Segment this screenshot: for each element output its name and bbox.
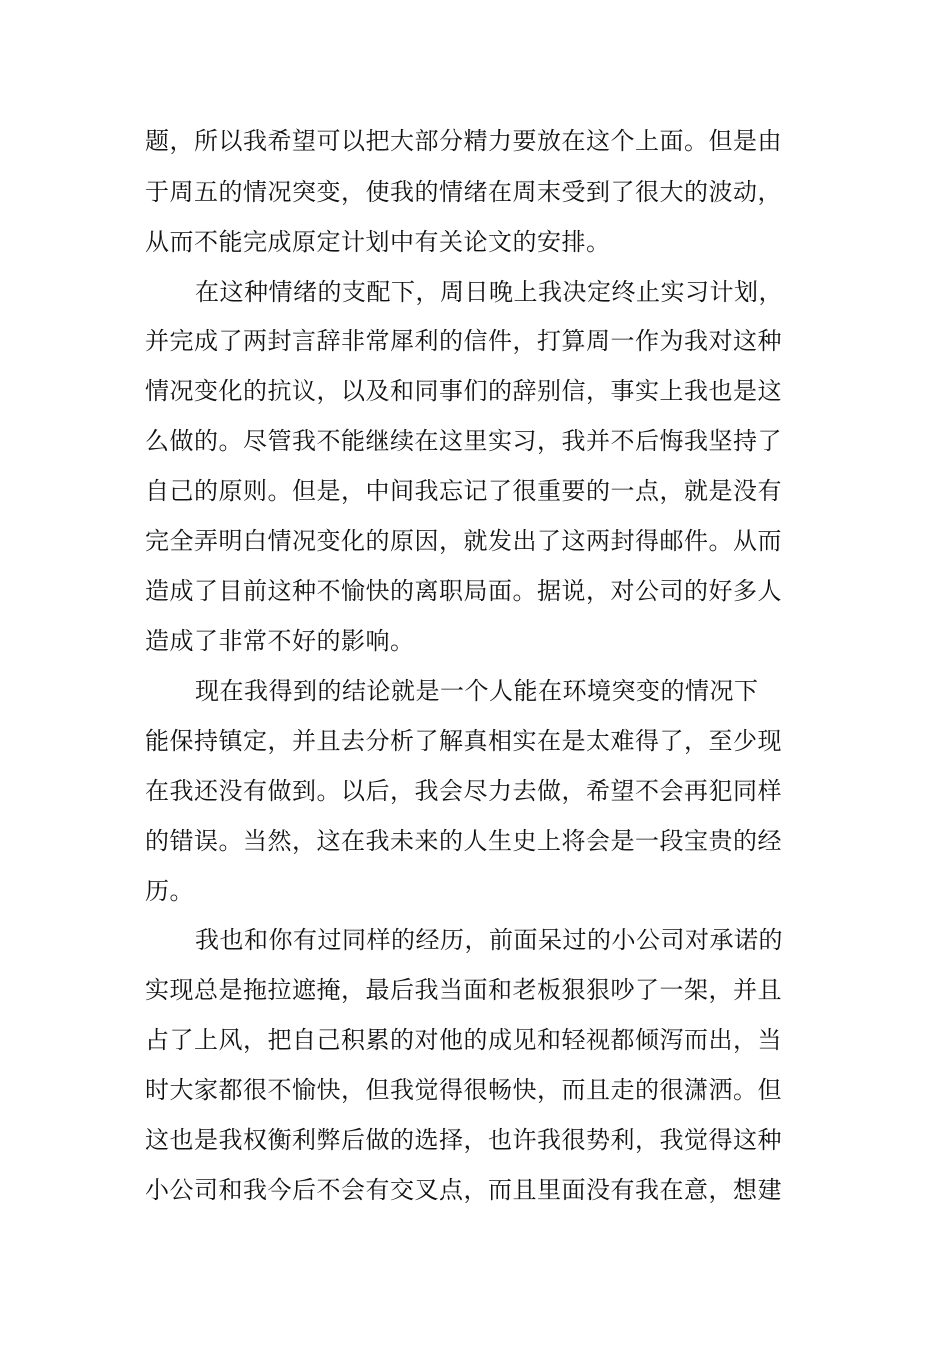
- text-line: 小公司和我今后不会有交叉点，而且里面没有我在意，想建: [145, 1176, 782, 1204]
- text-line: 情况变化的抗议，以及和同事们的辞别信，事实上我也是这: [145, 377, 782, 405]
- text-line: 从而不能完成原定计划中有关论文的安排。: [145, 228, 611, 256]
- text-line: 实现总是拖拉遮掩，最后我当面和老板狠狠吵了一架，并且: [145, 976, 782, 1004]
- paragraph-start-line: 现在我得到的结论就是一个人能在环境突变的情况下: [195, 677, 759, 705]
- text-line: 并完成了两封言辞非常犀利的信件，打算周一作为我对这种: [145, 327, 782, 355]
- text-line: 时大家都很不愉快，但我觉得很畅快，而且走的很潇洒。但: [145, 1076, 782, 1104]
- text-line: 完全弄明白情况变化的原因，就发出了这两封得邮件。从而: [145, 527, 782, 555]
- text-line: 于周五的情况突变，使我的情绪在周末受到了很大的波动，: [145, 178, 782, 206]
- paragraph-start-line: 我也和你有过同样的经历，前面呆过的小公司对承诺的: [195, 926, 783, 954]
- paragraph-start-line: 在这种情绪的支配下，周日晚上我决定终止实习计划，: [195, 278, 783, 306]
- text-line: 的错误。当然，这在我未来的人生史上将会是一段宝贵的经: [145, 827, 782, 855]
- text-line: 占了上风，把自己积累的对他的成见和轻视都倾泻而出，当: [145, 1026, 782, 1054]
- text-line: 么做的。尽管我不能继续在这里实习，我并不后悔我坚持了: [145, 427, 782, 455]
- text-line: 造成了目前这种不愉快的离职局面。据说，对公司的好多人: [145, 577, 782, 605]
- text-line: 题，所以我希望可以把大部分精力要放在这个上面。但是由: [145, 127, 782, 155]
- text-line: 在我还没有做到。以后，我会尽力去做，希望不会再犯同样: [145, 777, 782, 805]
- text-line: 能保持镇定，并且去分析了解真相实在是太难得了，至少现: [145, 727, 782, 755]
- text-line: 造成了非常不好的影响。: [145, 627, 415, 655]
- text-line: 这也是我权衡利弊后做的选择，也许我很势利，我觉得这种: [145, 1126, 782, 1154]
- text-line: 历。: [145, 877, 194, 905]
- text-line: 自己的原则。但是，中间我忘记了很重要的一点，就是没有: [145, 477, 782, 505]
